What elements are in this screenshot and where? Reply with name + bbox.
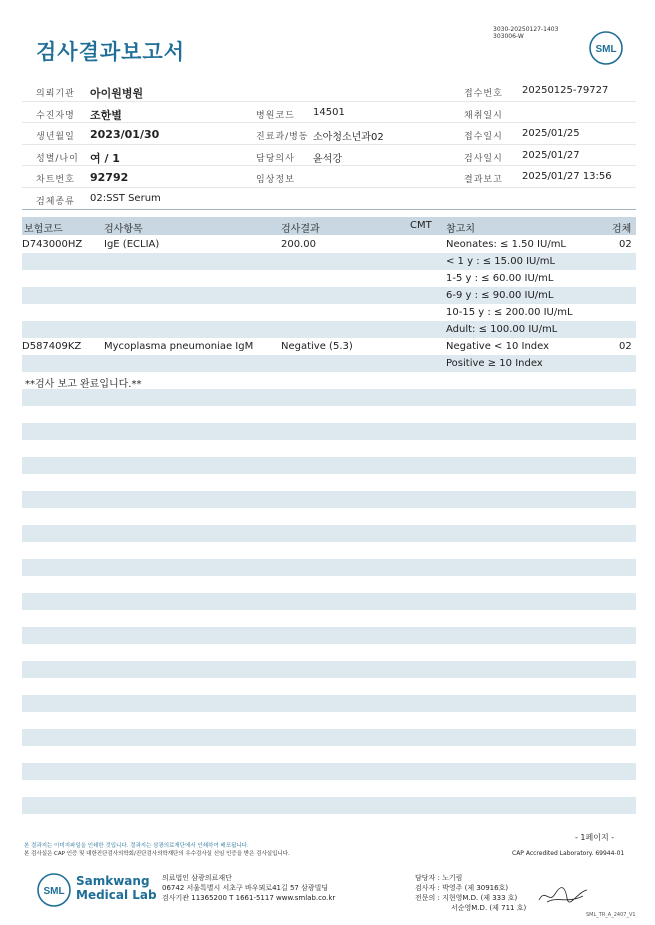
table-stripe [22,644,636,661]
address-line-2: 06742 서울특별시 서초구 바우뫼로41길 57 삼광빌딩 [162,884,329,892]
table-stripe [22,576,636,593]
header-code: 보험코드 [24,224,63,235]
sml-logo-icon [588,30,624,66]
cell-specimen: 02 [619,239,632,250]
info-row [22,123,636,145]
page-number: - 1페이지 - [575,833,615,842]
info-value: 20250125-79727 [522,85,609,96]
cell-reference: 1-5 y : ≤ 60.00 IU/mL [446,273,554,284]
table-stripe [22,593,636,610]
info-label: 병원코드 [256,110,295,121]
cell-result: 200.00 [281,239,316,250]
info-label: 임상정보 [256,175,295,186]
info-label: 검체종류 [36,196,75,207]
table-stripe [22,474,636,491]
table-stripe [22,525,636,542]
info-value: 소아청소년과02 [313,132,384,144]
staff-line-3: 전문의 : 지현영M.D. (제 333 호) [415,894,518,902]
table-stripes [22,236,636,814]
info-value: 14501 [313,106,345,118]
table-stripe [22,423,636,440]
document-numbers [493,26,558,40]
info-row [22,102,636,124]
cell-reference: < 1 y : ≤ 15.00 IU/mL [446,256,556,267]
info-value: 아이원병원 [90,87,144,100]
info-label: 결과보고 [464,175,503,186]
info-label: 접수일시 [464,132,503,143]
staff-line-1: 담당자 : 노기림 [415,874,463,882]
table-stripe [22,508,636,525]
table-stripe [22,389,636,406]
info-label: 생년월일 [36,132,75,143]
staff-line-2: 검사자 : 박영주 (제 30916호) [415,884,509,892]
cell-item: IgE (ECLIA) [104,239,160,250]
table-stripe [22,406,636,423]
brand-line-2: Medical Lab [76,888,157,902]
info-label: 담당의사 [256,153,295,164]
report-title: 검사결과보고서 [36,40,186,64]
header-reference: 참고치 [446,224,475,235]
info-value: 2025/01/27 13:56 [522,171,612,183]
table-stripe [22,729,636,746]
info-value: 2023/01/30 [90,128,160,142]
cell-specimen: 02 [619,341,632,352]
form-code: SML_TR_A_2407_V1 [586,912,636,918]
results-table-header [22,217,636,235]
footer-logo-text: SML [43,886,65,897]
footer-note-2: 본 검사실은 CAP 인증 및 대한진단검사의학회/진단검사의학재단의 우수검사실 신임 인증을 받은 검사실입니다. [24,851,290,857]
staff-info [415,873,526,913]
info-label: 성별/나이 [36,153,79,164]
brand-name [76,874,157,902]
info-row [22,80,636,102]
cell-result: Negative (5.3) [281,341,353,352]
header-cmt: CMT [410,220,432,231]
table-stripe [22,610,636,627]
info-row [22,166,636,188]
table-stripe [22,440,636,457]
doc-number-2: 303006-W [493,33,524,40]
staff-line-4: 서순영M.D. (제 711 호) [451,904,527,912]
table-stripe [22,695,636,712]
cap-accreditation: CAP Accredited Laboratory. 69944-01 [512,850,625,857]
info-value: 조한별 [90,108,122,122]
table-stripe [22,712,636,729]
info-value: 2025/01/27 [522,149,580,161]
info-label: 차트번호 [36,175,75,186]
signature-icon [537,882,589,908]
cell-item: Mycoplasma pneumoniae IgM [104,341,254,352]
doc-number-1: 3030-20250127-1403 [493,26,559,33]
table-stripe [22,746,636,763]
cell-reference: Positive ≥ 10 Index [446,358,543,369]
cell-reference: 6-9 y : ≤ 90.00 IU/mL [446,290,554,301]
header-result: 검사결과 [281,224,320,235]
table-stripe [22,661,636,678]
sml-footer-logo-icon [36,872,72,908]
table-stripe [22,678,636,695]
footer-notes [24,842,290,858]
brand-line-1: Samkwang [76,874,150,888]
cell-reference: Adult: ≤ 100.00 IU/mL [446,324,558,335]
footer-note-1: 본 결과지는 이미지파일을 인쇄한 것입니다. 결과지는 삼광의료재단에서 인쇄하여 배포됩니다. [24,843,249,849]
info-label: 수진자명 [36,110,75,121]
info-value: 92792 [90,171,129,185]
patient-info-block [22,80,636,210]
info-value: 윤석강 [313,153,342,165]
info-label: 의뢰기관 [36,89,75,99]
cell-reference: 10-15 y : ≤ 200.00 IU/mL [446,307,573,318]
address-line-1: 의료법인 삼광의료재단 [162,874,232,882]
info-row [22,188,636,210]
lab-address [162,873,335,903]
cell-code: D587409KZ [22,341,82,352]
table-stripe [22,627,636,644]
info-label: 채취일시 [464,110,503,121]
table-stripe [22,763,636,780]
completion-note: **검사 보고 완료입니다.** [25,379,142,390]
cell-reference: Negative < 10 Index [446,341,550,352]
table-stripe [22,355,636,372]
cell-reference: Neonates: ≤ 1.50 IU/mL [446,239,566,250]
cell-code: D743000HZ [22,239,83,250]
info-row [22,145,636,167]
table-stripe [22,542,636,559]
info-value: 2025/01/25 [522,128,580,140]
info-value: 02:SST Serum [90,192,161,204]
address-line-3: 검사기관 11365200 T 1661-5117 www.smlab.co.kr [162,894,336,902]
table-stripe [22,457,636,474]
info-label: 접수번호 [464,89,503,99]
table-stripe [22,780,636,797]
table-stripe [22,491,636,508]
info-value: 여 / 1 [90,151,120,165]
info-label: 검사일시 [464,153,503,164]
logo-text: SML [595,44,617,55]
table-stripe [22,797,636,814]
header-specimen: 검체 [612,224,632,235]
header-item: 검사항목 [104,224,143,235]
info-label: 진료과/병동 [256,132,309,143]
table-stripe [22,559,636,576]
